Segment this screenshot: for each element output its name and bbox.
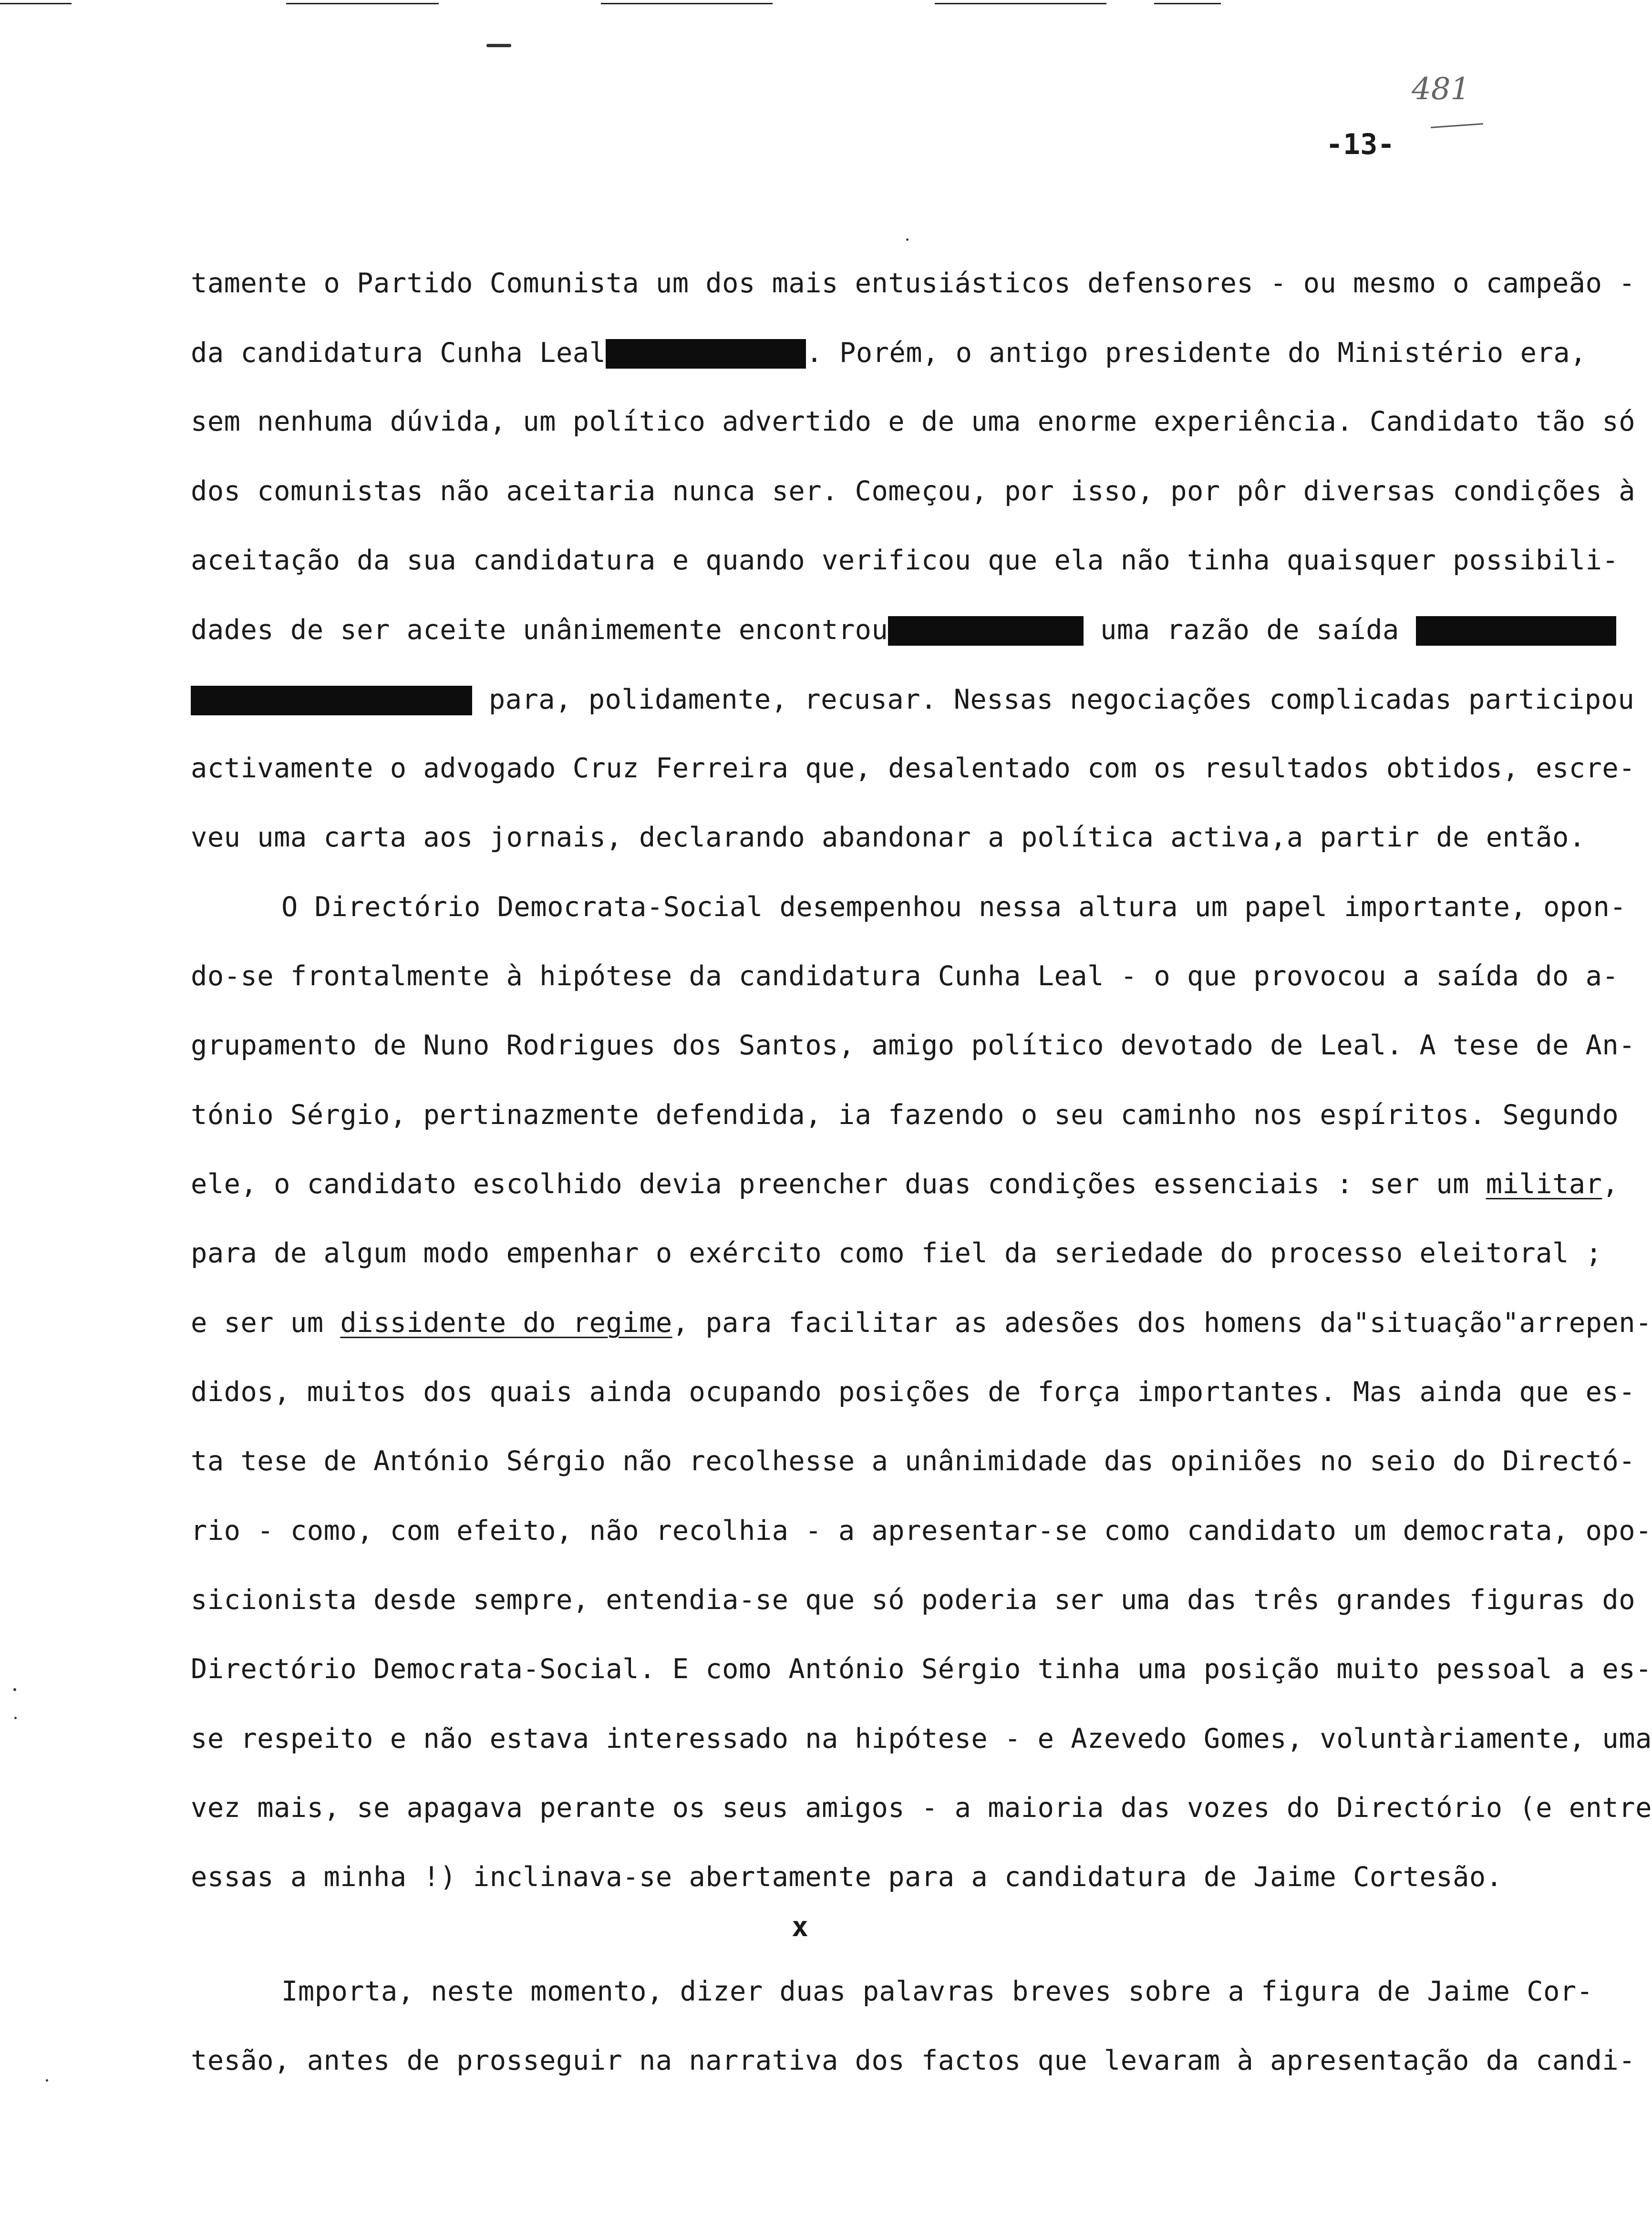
text-line: O Directório Democrata-Social desempenhou nessa altura um papel importante, opon- — [281, 891, 1627, 923]
section-separator: x — [792, 1910, 808, 1943]
text-line: se respeito e não estava interessado na hipótese - e Azevedo Gomes, voluntàriamente, uma — [191, 1723, 1652, 1754]
ink-speck — [906, 238, 909, 241]
text-line: rio - como, com efeito, não recolhia - a apresentar-se como candidato um democrata, opo- — [191, 1515, 1652, 1547]
top-edge-rule — [935, 3, 1106, 4]
text-line: sicionista desde sempre, entendia-se que só poderia ser uma das três grandes figuras do — [191, 1584, 1636, 1616]
redaction-block — [1416, 616, 1616, 646]
text-line: tamente o Partido Comunista um dos mais entusiásticos defensores - ou mesmo o campeão - — [191, 268, 1636, 299]
page-number: -13- — [1326, 128, 1395, 161]
text-line — [191, 1307, 1652, 1339]
text-line — [191, 1168, 1619, 1200]
text-line: didos, muitos dos quais ainda ocupando posições de força importantes. Mas ainda que es- — [191, 1376, 1636, 1408]
redaction-block — [888, 616, 1084, 646]
ink-speck — [13, 1688, 16, 1691]
ink-speck — [486, 44, 511, 47]
text-line: sem nenhuma dúvida, um político advertido e de uma enorme experiência. Candidato tão só — [191, 406, 1636, 437]
text-line — [191, 339, 1587, 369]
text-line: dos comunistas não aceitaria nunca ser. Começou, por isso, por pôr diversas condições à — [191, 475, 1636, 507]
redaction-block — [606, 339, 806, 369]
text-line: para de algum modo empenhar o exército como fiel da seriedade do processo eleitoral ; — [191, 1238, 1602, 1269]
text-run: dades de ser aceite unânimemente encontrou — [191, 614, 888, 646]
text-line: Importa, neste momento, dizer duas palavras breves sobre a figura de Jaime Cor- — [281, 1976, 1593, 2007]
text-line: grupamento de Nuno Rodrigues dos Santos, amigo político devotado de Leal. A tese de An- — [191, 1030, 1636, 1061]
top-edge-rule — [1154, 3, 1221, 4]
text-run: , para facilitar as adesões dos homens da"situação"arrepen- — [672, 1307, 1652, 1339]
ink-speck — [14, 1717, 17, 1719]
text-line — [191, 616, 1616, 646]
text-line — [191, 686, 1634, 715]
text-line: tónio Sérgio, pertinazmente defendida, ia fazendo o seu caminho nos espíritos. Segundo — [191, 1099, 1619, 1131]
text-line: activamente o advogado Cruz Ferreira que, desalentado com os resultados obtidos, escre- — [191, 753, 1636, 784]
text-run: ele, o candidato escolhido devia preencher duas condições essenciais : ser um — [191, 1168, 1486, 1200]
text-run: uma razão de saída — [1084, 614, 1416, 646]
text-line: ta tese de António Sérgio não recolhesse a unânimidade das opiniões no seio do Directó- — [191, 1445, 1636, 1477]
text-line: vez mais, se apagava perante os seus amigos - a maioria das vozes do Directório (e entre — [191, 1792, 1652, 1824]
text-line: essas a minha !) inclinava-se abertamente para a candidatura de Jaime Cortesão. — [191, 1861, 1503, 1893]
text-run: . Porém, o antigo presidente do Ministério era, — [806, 337, 1587, 369]
text-line: do-se frontalmente à hipótese da candidatura Cunha Leal - o que provocou a saída do a- — [191, 960, 1619, 992]
top-edge-rule — [0, 3, 72, 4]
text-run: , — [1602, 1168, 1619, 1200]
top-edge-rule — [286, 3, 439, 4]
folio-mark: 481 — [1412, 72, 1470, 107]
underlined-text: dissidente do regime — [340, 1307, 672, 1339]
text-line: veu uma carta aos jornais, declarando abandonar a política activa,a partir de então. — [191, 822, 1586, 853]
text-line: Directório Democrata-Social. E como António Sérgio tinha uma posição muito pessoal a es- — [191, 1653, 1652, 1685]
top-edge-rule — [601, 3, 773, 4]
folio-underline — [1431, 123, 1483, 128]
text-line: aceitação da sua candidatura e quando verificou que ela não tinha quaisquer possibili- — [191, 545, 1619, 576]
redaction-block — [191, 686, 472, 715]
underlined-text: militar — [1486, 1168, 1602, 1200]
text-line: tesão, antes de prosseguir na narrativa dos factos que levaram à apresentação da candi- — [191, 2045, 1636, 2076]
text-run: para, polidamente, recusar. Nessas negociações complicadas participou — [472, 684, 1635, 715]
text-run: e ser um — [191, 1307, 341, 1339]
ink-speck — [46, 2079, 48, 2082]
text-run: da candidatura Cunha Leal — [191, 337, 606, 369]
